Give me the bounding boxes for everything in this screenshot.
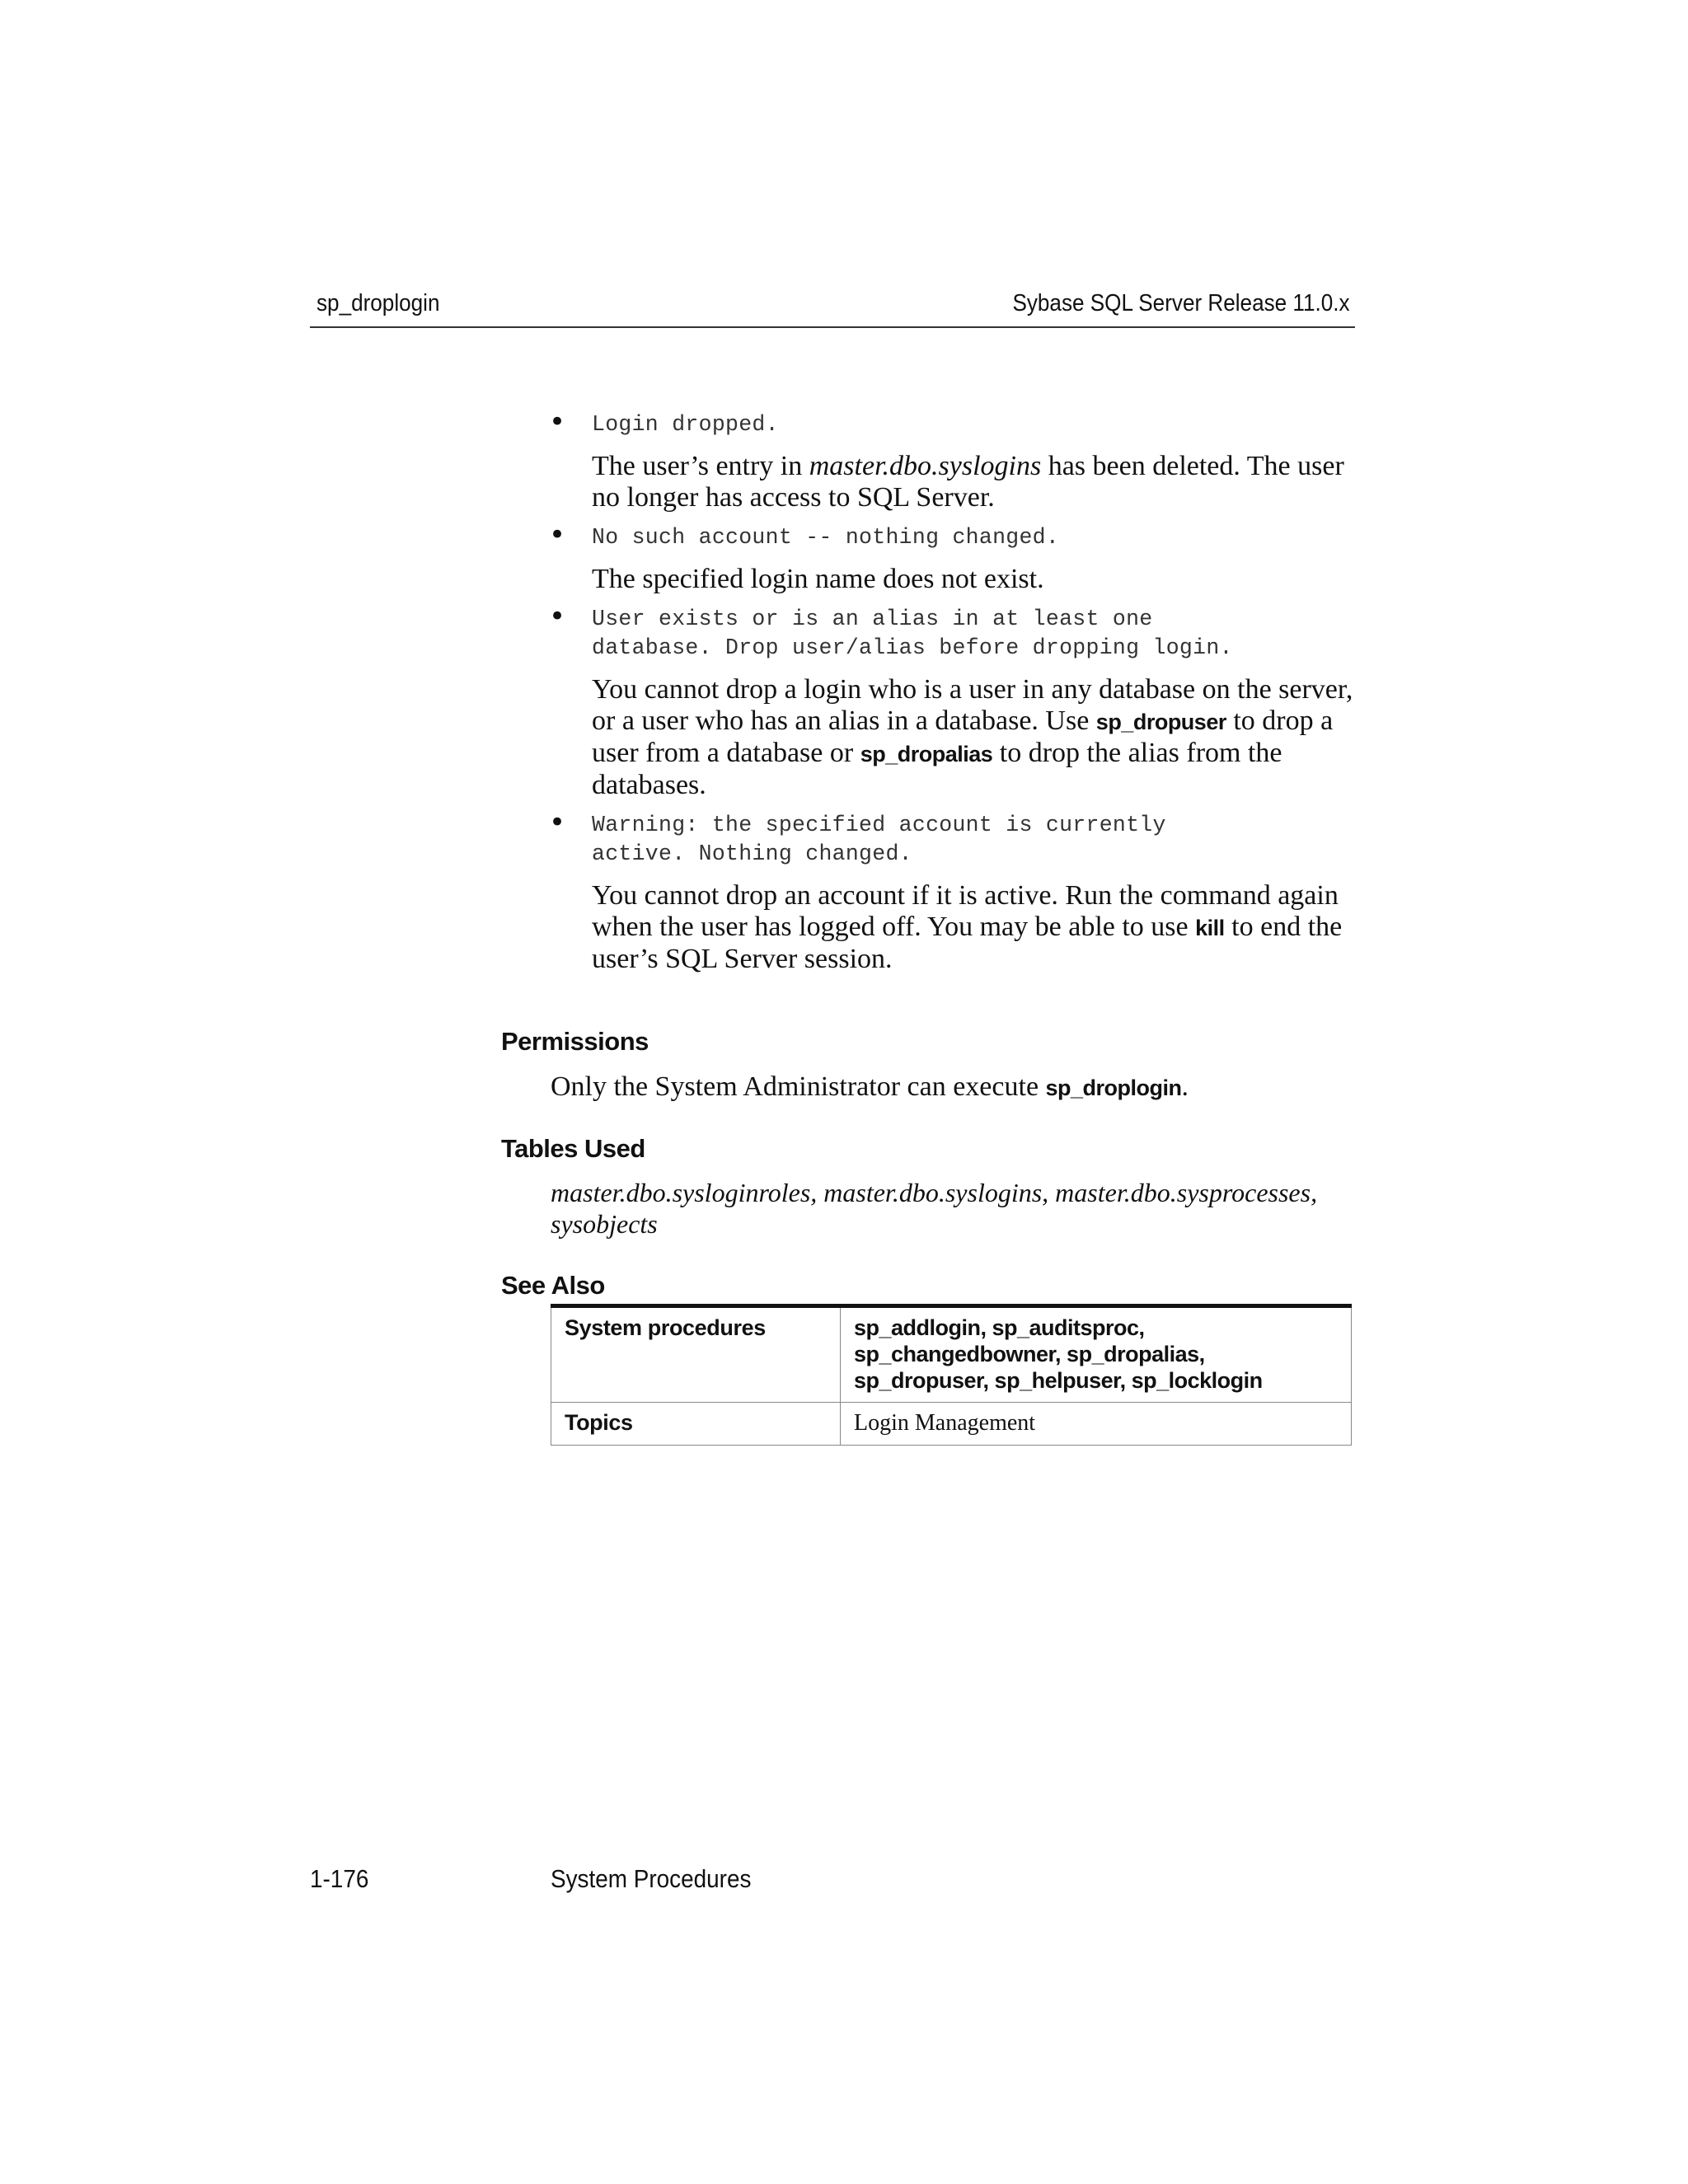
permissions-text [551, 1071, 1367, 1104]
description-text: The user’s entry in [592, 451, 809, 481]
bullet-icon: • [549, 518, 566, 551]
header-section-name: sp_droplogin [316, 290, 440, 316]
description-text: has been deleted. The user no longer has access to SQL Server. [592, 451, 1344, 513]
tables-used-heading: Tables Used [501, 1134, 645, 1163]
list-item [549, 600, 1367, 801]
description-text: to end the user’s SQL Server session. [592, 912, 1343, 974]
header-rule [310, 326, 1355, 328]
message-list [549, 405, 1367, 985]
see-also-table [551, 1304, 1352, 1446]
message-description [592, 880, 1367, 975]
footer-book-title: System Procedures [551, 1864, 752, 1893]
bullet-icon: • [549, 600, 566, 633]
table-row [551, 1306, 1352, 1403]
procedure-name: sp_dropalias [860, 742, 993, 766]
bullet-icon: • [549, 405, 566, 438]
header-product-release: Sybase SQL Server Release 11.0.x [1012, 290, 1350, 316]
table-row [551, 1403, 1352, 1446]
permissions-sentence: Only the System Administrator can execute [551, 1071, 1046, 1102]
page-number: 1-176 [310, 1864, 369, 1893]
message-description: The specified login name does not exist. [592, 564, 1044, 594]
description-text: You cannot drop a login who is a user in any database on the server, or a user who has an alias in a database. Use [592, 674, 1353, 736]
message-description [592, 674, 1367, 801]
list-item [549, 405, 1367, 513]
permissions-period: . [1181, 1071, 1189, 1102]
see-also-heading: See Also [501, 1271, 605, 1300]
procedure-name: sp_dropuser [1095, 710, 1226, 734]
tables-used-list: master.dbo.sysloginroles, master.dbo.syslogins, master.dbo.sysprocesses, sysobjects [551, 1178, 1318, 1239]
description-text: to drop the alias from the databases. [592, 738, 1282, 800]
table-cell-label: Topics [551, 1403, 841, 1446]
list-item [549, 518, 1367, 595]
message-description [592, 451, 1367, 513]
description-text: to drop a user from a database or [592, 705, 1334, 768]
message-text: User exists or is an alias in at least one database. Drop user/alias before dropping login. [592, 607, 1233, 660]
table-cell-value [841, 1306, 1352, 1403]
related-topic: Login Management [854, 1410, 1036, 1436]
description-text: You cannot drop an account if it is active. Run the command again when the user has logged off. You may be able to use [592, 880, 1339, 942]
table-cell-label: System procedures [551, 1306, 841, 1403]
bullet-icon: • [549, 806, 566, 839]
permissions-heading: Permissions [501, 1027, 649, 1056]
procedure-name: sp_droplogin [1045, 1076, 1182, 1100]
list-item [549, 806, 1367, 975]
command-name: kill [1195, 916, 1225, 940]
message-text: Warning: the specified account is currently active. Nothing changed. [592, 813, 1166, 866]
table-cell-value [841, 1403, 1352, 1446]
message-text: No such account -- nothing changed. [592, 525, 1060, 550]
message-text: Login dropped. [592, 412, 779, 437]
table-name: master.dbo.syslogins [809, 451, 1042, 481]
related-procedures: sp_addlogin, sp_auditsproc, sp_changedbowner, sp_dropalias, sp_dropuser, sp_helpuser, sp_locklogin [854, 1315, 1263, 1393]
